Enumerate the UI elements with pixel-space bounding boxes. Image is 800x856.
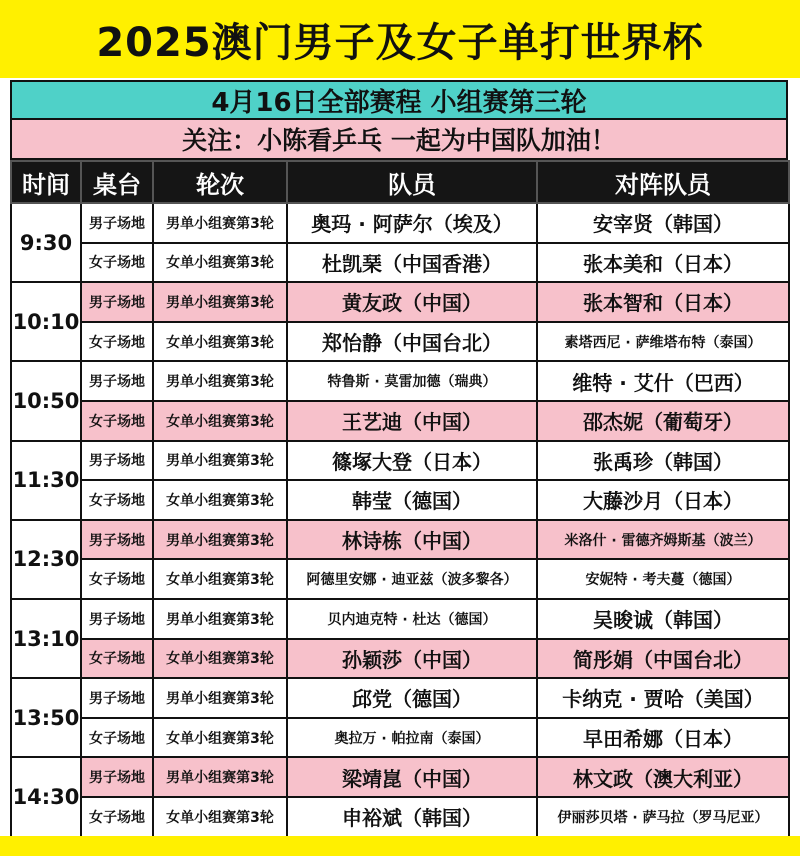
round-cell: 女单小组赛第3轮 [153,559,287,599]
opponent-cell: 安妮特 · 考夫蔓（德国） [537,559,789,599]
opponent-cell: 大藤沙月（日本） [537,480,789,520]
header-player: 队员 [287,161,537,203]
date-subtitle: 4月16日全部赛程 小组赛第三轮 [10,80,788,120]
opponent-cell: 张本智和（日本） [537,282,789,322]
follow-notice: 关注：小陈看乒乓 一起为中国队加油！ [10,120,788,160]
player-cell: 杜凯琹（中国香港） [287,243,537,283]
table-cell: 女子场地 [81,243,153,283]
opponent-cell: 张禹珍（韩国） [537,441,789,481]
opponent-cell: 简彤娟（中国台北） [537,639,789,679]
player-cell: 韩莹（德国） [287,480,537,520]
time-cell: 10:10 [11,282,81,361]
opponent-cell: 卡纳克 · 贾哈（美国） [537,678,789,718]
table-cell: 男子场地 [81,361,153,401]
match-row [11,639,789,679]
match-row [11,520,789,560]
player-cell: 王艺迪（中国） [287,401,537,441]
round-cell: 男单小组赛第3轮 [153,282,287,322]
opponent-cell: 素塔西尼 · 萨维塔布特（泰国） [537,322,789,362]
player-cell: 黄友政（中国） [287,282,537,322]
opponent-cell: 早田希娜（日本） [537,718,789,758]
opponent-cell: 邵杰妮（葡萄牙） [537,401,789,441]
player-cell: 邱党（德国） [287,678,537,718]
table-cell: 男子场地 [81,520,153,560]
round-cell: 女单小组赛第3轮 [153,718,287,758]
round-cell: 男单小组赛第3轮 [153,599,287,639]
time-cell: 9:30 [11,203,81,282]
header-row [11,161,789,203]
match-row [11,361,789,401]
player-cell: 申裕斌（韩国） [287,797,537,837]
match-row [11,282,789,322]
match-row [11,757,789,797]
opponent-cell: 米洛什 · 雷德齐姆斯基（波兰） [537,520,789,560]
table-cell: 女子场地 [81,797,153,837]
player-cell: 奥玛 · 阿萨尔（埃及） [287,203,537,243]
time-cell: 12:30 [11,520,81,599]
table-cell: 女子场地 [81,718,153,758]
header-round: 轮次 [153,161,287,203]
match-row [11,797,789,837]
footer-bar [0,836,800,856]
table-cell: 男子场地 [81,441,153,481]
round-cell: 女单小组赛第3轮 [153,243,287,283]
player-cell: 林诗栋（中国） [287,520,537,560]
opponent-cell: 林文政（澳大利亚） [537,757,789,797]
player-cell: 贝内迪克特 · 杜达（德国） [287,599,537,639]
player-cell: 孙颖莎（中国） [287,639,537,679]
schedule-body [11,203,789,837]
header-table: 桌台 [81,161,153,203]
match-row [11,203,789,243]
table-cell: 女子场地 [81,639,153,679]
match-row [11,322,789,362]
match-row [11,678,789,718]
table-cell: 男子场地 [81,678,153,718]
poster-title: 2025澳门男子及女子单打世界杯 [0,0,800,78]
table-cell: 女子场地 [81,322,153,362]
table-cell: 男子场地 [81,282,153,322]
time-cell: 10:50 [11,361,81,440]
opponent-cell: 伊丽莎贝塔 · 萨马拉（罗马尼亚） [537,797,789,837]
player-cell: 奥拉万 · 帕拉南（泰国） [287,718,537,758]
match-row [11,559,789,599]
time-cell: 14:30 [11,757,81,836]
time-cell: 13:50 [11,678,81,757]
round-cell: 女单小组赛第3轮 [153,401,287,441]
match-row [11,441,789,481]
round-cell: 男单小组赛第3轮 [153,757,287,797]
player-cell: 特鲁斯 · 莫雷加德（瑞典） [287,361,537,401]
player-cell: 郑怡静（中国台北） [287,322,537,362]
table-cell: 女子场地 [81,559,153,599]
match-row [11,480,789,520]
table-cell: 男子场地 [81,203,153,243]
opponent-cell: 张本美和（日本） [537,243,789,283]
player-cell: 篠塚大登（日本） [287,441,537,481]
match-row [11,243,789,283]
round-cell: 女单小组赛第3轮 [153,797,287,837]
opponent-cell: 安宰贤（韩国） [537,203,789,243]
round-cell: 男单小组赛第3轮 [153,361,287,401]
table-cell: 男子场地 [81,757,153,797]
round-cell: 女单小组赛第3轮 [153,639,287,679]
header-time: 时间 [11,161,81,203]
player-cell: 梁靖崑（中国） [287,757,537,797]
opponent-cell: 吴晙诚（韩国） [537,599,789,639]
opponent-cell: 维特 · 艾什（巴西） [537,361,789,401]
round-cell: 男单小组赛第3轮 [153,520,287,560]
round-cell: 男单小组赛第3轮 [153,203,287,243]
schedule-table [10,160,790,838]
match-row [11,718,789,758]
round-cell: 女单小组赛第3轮 [153,322,287,362]
match-row [11,599,789,639]
round-cell: 男单小组赛第3轮 [153,441,287,481]
time-cell: 13:10 [11,599,81,678]
player-cell: 阿德里安娜 · 迪亚兹（波多黎各） [287,559,537,599]
match-row [11,401,789,441]
table-cell: 女子场地 [81,401,153,441]
round-cell: 男单小组赛第3轮 [153,678,287,718]
table-cell: 男子场地 [81,599,153,639]
time-cell: 11:30 [11,441,81,520]
round-cell: 女单小组赛第3轮 [153,480,287,520]
table-cell: 女子场地 [81,480,153,520]
header-opponent: 对阵队员 [537,161,789,203]
